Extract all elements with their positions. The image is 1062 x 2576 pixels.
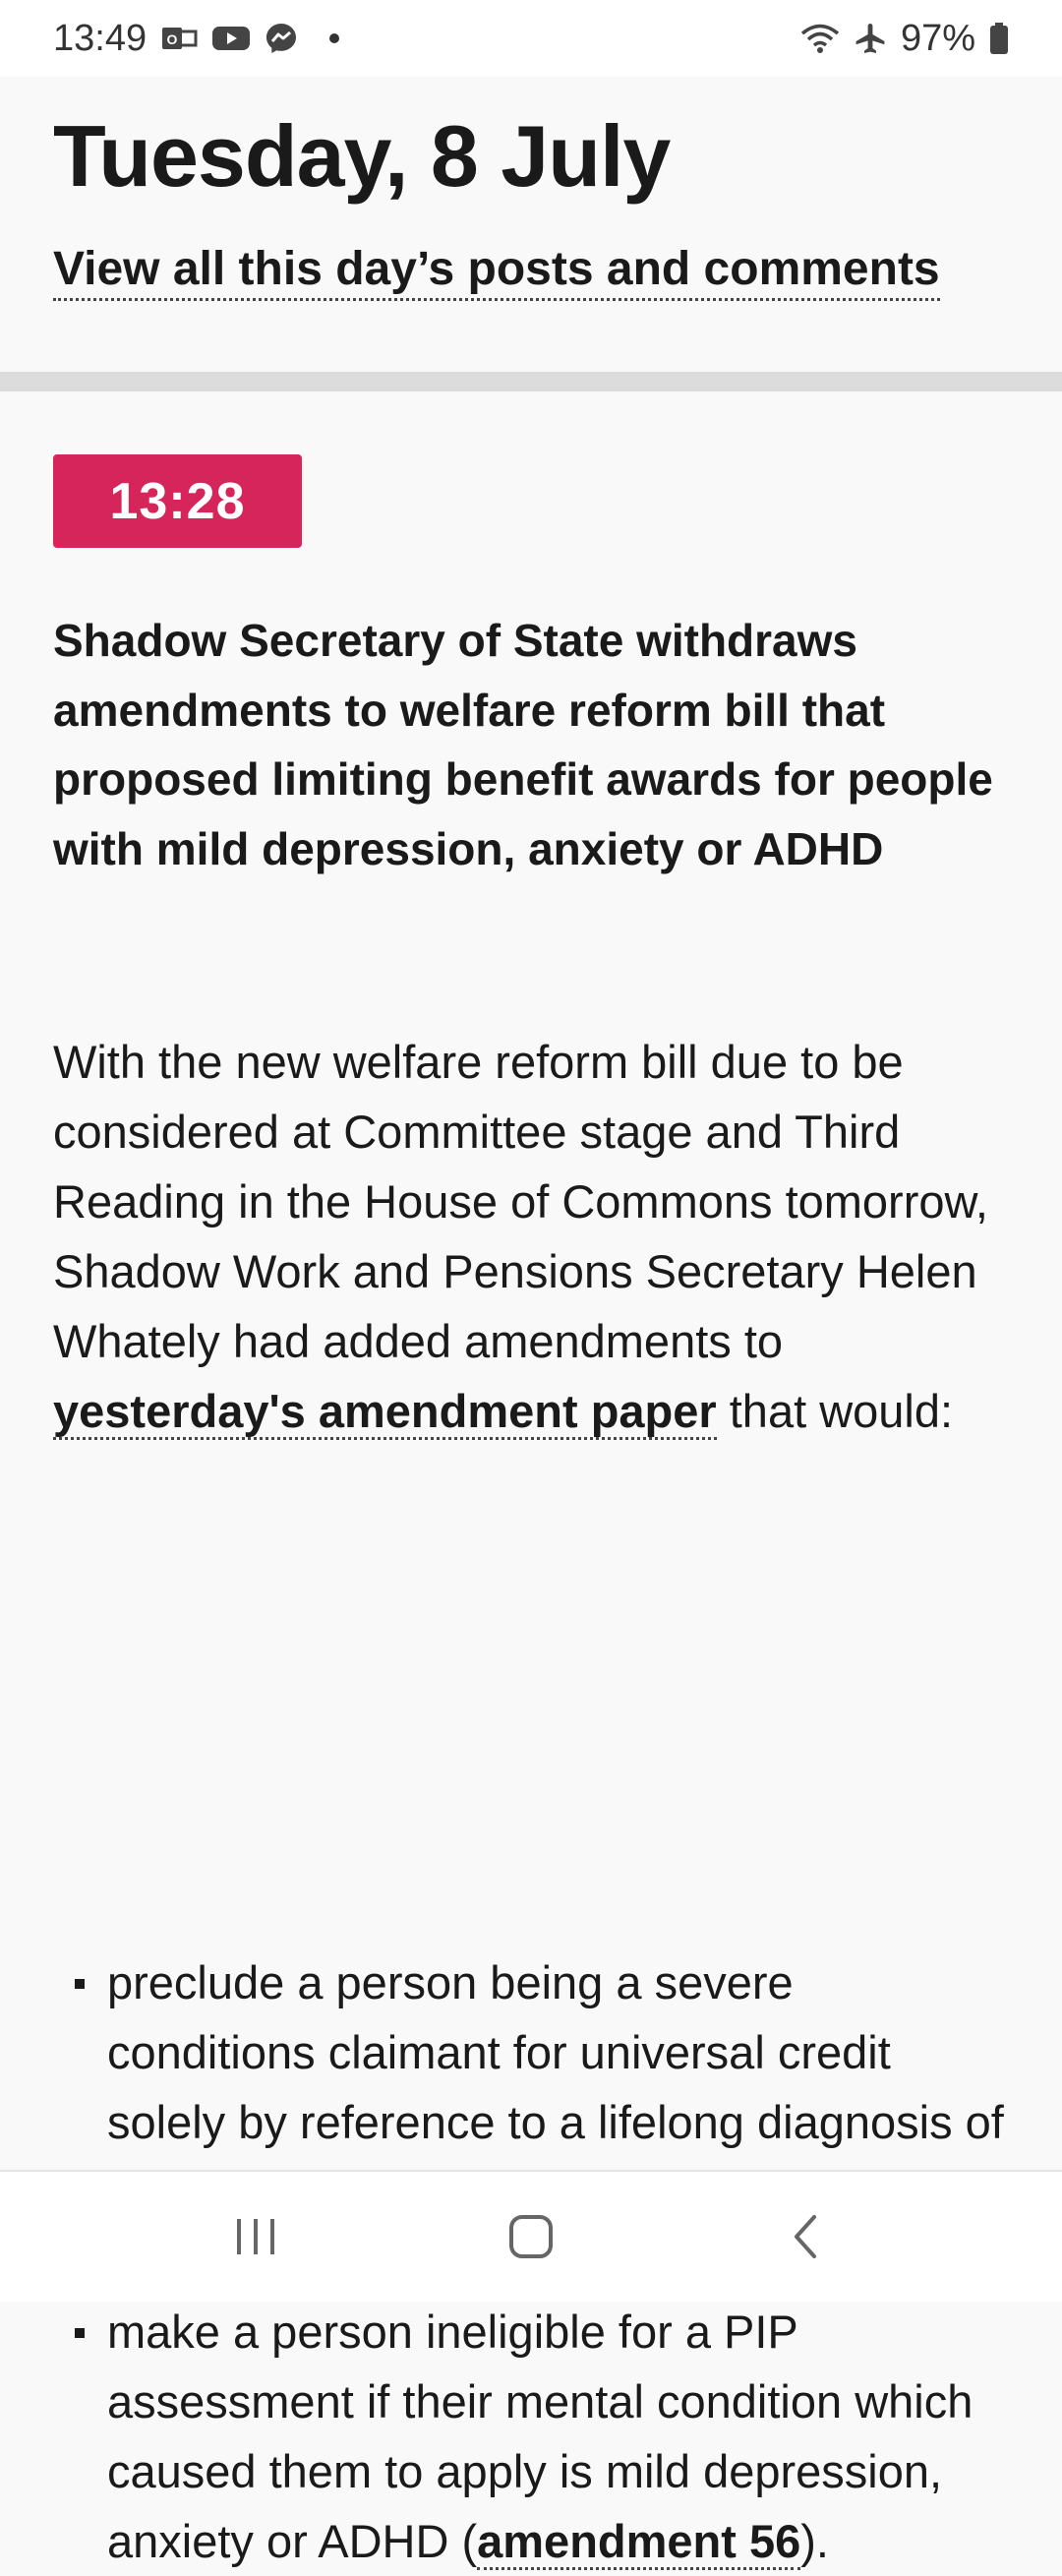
recent-apps-button[interactable] [197, 2192, 315, 2281]
list-item-text: make a person ineligible for a PIP assessment if their mental condition which caused them to apply is mild depression, anxiety or ADHD ( [107, 2306, 974, 2567]
status-time: 13:49 [53, 17, 148, 59]
battery-icon [989, 22, 1009, 55]
post-body-intro: With the new welfare reform bill due to be considered at Committee stage and Third Reading in the House of Commons tomorrow, Shadow Work and Pensions Secretary Helen Whately had added amendments to [53, 1036, 988, 1367]
amendment-paper-link[interactable]: yesterday's amendment paper [53, 1385, 717, 1440]
status-right [800, 18, 1009, 60]
post-body-outro: that would: [716, 1385, 954, 1437]
outlook-icon [160, 24, 198, 53]
section-divider [0, 372, 1062, 391]
post-headline: Shadow Secretary of State withdraws amendments to welfare reform bill that proposed limiting benefit awards for people with mild depression, anxiety or ADHD [53, 615, 993, 874]
list-item-text: ). [800, 2515, 829, 2567]
wifi-icon [800, 23, 840, 54]
live-post [0, 391, 1062, 2567]
battery-percent: 97% [900, 17, 975, 59]
post-body [53, 1027, 997, 1446]
svg-text:O: O [166, 31, 178, 47]
day-header [0, 77, 1062, 372]
notification-dot-icon [329, 33, 339, 43]
back-icon [787, 2212, 826, 2261]
status-left [53, 18, 339, 60]
status-bar [0, 0, 1062, 77]
airplane-icon [854, 22, 887, 55]
view-all-posts-link[interactable]: View all this day’s posts and comments [53, 242, 940, 301]
list-item-text: preclude a person being a severe conditions claimant for universal credit solely by reference to a lifelong diagnosis of [107, 1956, 1004, 2148]
home-icon [506, 2212, 556, 2261]
system-nav-bar [0, 2170, 1062, 2302]
recent-apps-icon [231, 2215, 280, 2258]
list-item [53, 2297, 1007, 2576]
post-timestamp-badge: 13:28 [53, 454, 302, 548]
messenger-icon [265, 22, 298, 55]
back-button[interactable] [747, 2192, 865, 2281]
page-title: Tuesday, 8 July [53, 107, 671, 205]
home-button[interactable] [472, 2192, 590, 2281]
youtube-icon [211, 24, 251, 53]
amendment-56-link[interactable]: amendment 56 [477, 2515, 800, 2570]
